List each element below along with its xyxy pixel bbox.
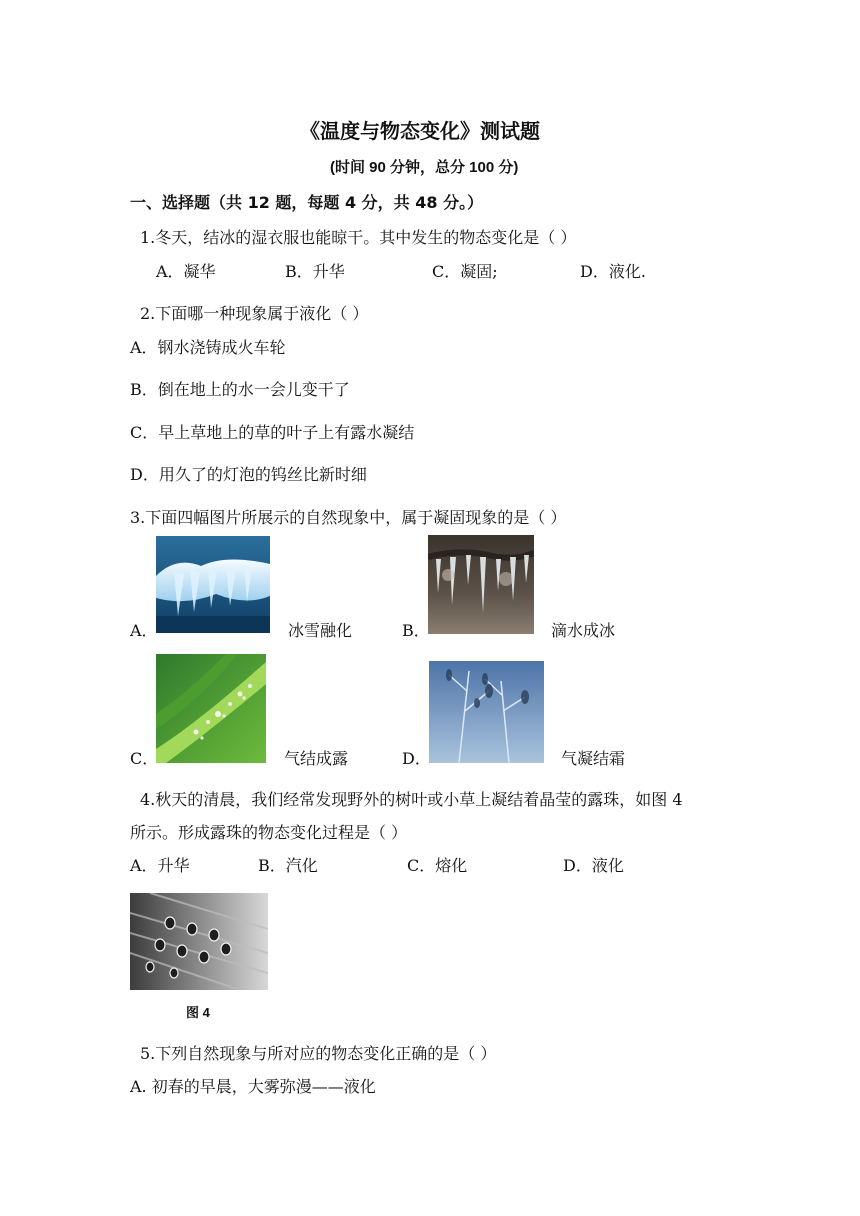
question-3-option-c-letter: C．	[130, 749, 159, 768]
question-3-option-b-letter: B．	[402, 621, 430, 640]
section-heading: 一、选择题（共 12 题，每题 4 分，共 48 分。）	[130, 193, 484, 212]
question-2-option-c: C．早上草地上的草的叶子上有露水凝结	[130, 423, 415, 442]
question-3-option-d-text: 气凝结霜	[561, 749, 626, 768]
dew-on-leaf-image	[156, 654, 266, 763]
question-2-stem: 2.下面哪一种现象属于液化（ ）	[140, 304, 369, 323]
question-4-option-c: C．熔化	[407, 856, 468, 875]
question-3-option-a-text: 冰雪融化	[288, 621, 353, 640]
question-4-stem-line1: 4.秋天的清晨，我们经常发现野外的树叶或小草上凝结着晶莹的露珠，如图 4	[140, 790, 683, 809]
question-3-option-d-letter: D．	[402, 749, 431, 768]
icicles-image	[428, 535, 534, 634]
question-4-option-b: B．汽化	[258, 856, 318, 875]
page-title: 《温度与物态变化》测试题	[300, 119, 540, 143]
question-3-option-c-text: 气结成露	[284, 749, 349, 768]
question-4-option-d: D．液化	[563, 856, 624, 875]
ice-melting-image	[156, 536, 270, 633]
question-4-option-a: A．升华	[130, 856, 190, 875]
question-4-stem-line2: 所示。形成露珠的物态变化过程是（ ）	[130, 823, 408, 842]
frost-branches-image	[429, 661, 544, 763]
question-5-option-a: A. 初春的早晨，大雾弥漫——液化	[130, 1077, 376, 1096]
question-2-option-d: D．用久了的灯泡的钨丝比新时细	[130, 465, 367, 484]
figure-4-caption: 图 4	[186, 1005, 210, 1020]
question-1-option-c: C．凝固;	[432, 262, 498, 281]
question-5-stem: 5.下列自然现象与所对应的物态变化正确的是（ ）	[140, 1044, 497, 1063]
question-2-option-a: A．钢水浇铸成火车轮	[130, 338, 286, 357]
page-subtitle: (时间 90 分钟，总分 100 分)	[330, 159, 519, 176]
question-1-stem: 1.冬天，结冰的湿衣服也能晾干。其中发生的物态变化是（ ）	[140, 228, 577, 247]
question-3-option-a-letter: A．	[130, 621, 158, 640]
question-3-option-b-text: 滴水成冰	[551, 621, 616, 640]
question-1-option-d: D．液化.	[580, 262, 646, 281]
question-2-option-b: B．倒在地上的水一会儿变干了	[130, 380, 350, 399]
dew-drops-figure	[130, 893, 268, 990]
question-1-option-a: A．凝华	[156, 262, 216, 281]
question-1-option-b: B．升华	[285, 262, 345, 281]
question-3-stem: 3.下面四幅图片所展示的自然现象中，属于凝固现象的是（ ）	[130, 508, 567, 527]
